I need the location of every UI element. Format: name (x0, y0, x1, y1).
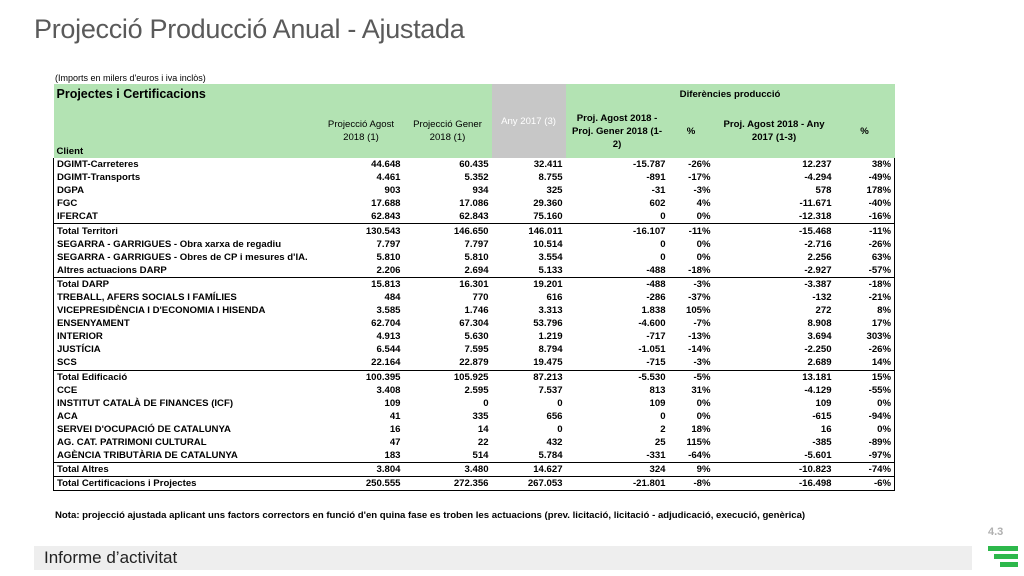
diff-2-cell: 16 (820, 423, 832, 435)
proj-agost-cell: 5.810 (376, 251, 401, 263)
any-2017-cell: 5.784 (538, 450, 563, 462)
any-2017-cell: 3.313 (538, 305, 563, 317)
production-table (53, 84, 895, 491)
diff-2-cell: -12.318 (798, 211, 832, 223)
pct-1-cell: -11% (669, 224, 714, 238)
pct-1-cell: 115% (686, 437, 711, 449)
diff-1-cell: 0 (660, 410, 666, 422)
pct-2-cell: -74% (835, 463, 895, 477)
client-cell: CCE (54, 384, 319, 397)
proj-gener-cell: 60.435 (459, 159, 489, 171)
pct-1-cell: -18% (688, 264, 711, 276)
client-cell: Total Territori (54, 224, 319, 238)
proj-gener-cell: 22 (477, 437, 489, 449)
diff-2-cell: 8.908 (807, 318, 832, 330)
pct-1-cell: 0% (696, 238, 711, 250)
proj-gener-cell: 146.650 (404, 224, 492, 238)
header-diff-2: Proj. Agost 2018 - Any 2017 (1-3) (714, 104, 835, 158)
diff-1-cell: -15.787 (632, 159, 666, 171)
header-diff-1: Proj. Agost 2018 - Proj. Gener 2018 (1-2) (566, 104, 669, 158)
pct-2-cell: -26% (835, 238, 895, 251)
diff-1-cell: -1.051 (638, 344, 666, 356)
client-cell: SERVEI D'OCUPACIÓ DE CATALUNYA (54, 423, 319, 436)
proj-agost-cell: 100.395 (319, 370, 404, 384)
pct-2-cell: 15% (835, 370, 895, 384)
diff-1-cell: 109 (649, 397, 666, 409)
table-row (54, 463, 895, 477)
page-title: Projecció Producció Anual - Ajustada (34, 14, 465, 44)
table-row (54, 370, 895, 384)
proj-gener-cell: 770 (472, 291, 489, 303)
client-cell: TREBALL, AFERS SOCIALS I FAMÍLIES (54, 291, 319, 304)
pct-1-cell: 0% (696, 251, 711, 263)
table-row (54, 423, 895, 436)
table-row (54, 397, 895, 410)
client-cell: DGIMT-Carreteres (54, 158, 319, 171)
pct-1-cell: 18% (691, 423, 711, 435)
any-2017-cell: 1.219 (538, 331, 563, 343)
client-cell: AGÈNCIA TRIBUTÀRIA DE CATALUNYA (54, 449, 319, 463)
diff-1-cell: -286 (646, 291, 666, 303)
diff-1-cell: 0 (660, 238, 666, 250)
pct-1-cell: 0% (696, 397, 711, 409)
proj-gener-cell: 335 (472, 410, 489, 422)
pct-2-cell: -94% (835, 410, 895, 423)
pct-1-cell: 105% (685, 305, 711, 317)
client-cell: SEGARRA - GARRIGUES - Obres de CP i mesures d'IA. (54, 251, 319, 264)
pct-1-cell: -26% (688, 159, 711, 171)
pct-2-cell: -11% (835, 224, 895, 238)
pct-1-cell: 31% (691, 384, 711, 396)
any-2017-cell: 432 (546, 437, 563, 449)
pct-1-cell: 0% (696, 211, 711, 223)
diff-2-cell: 2.256 (807, 251, 832, 263)
diff-2-cell: 2.689 (807, 357, 832, 369)
proj-agost-cell: 17.688 (371, 198, 401, 210)
diff-1-cell: -4.600 (638, 318, 666, 330)
any-2017-cell: 325 (546, 185, 563, 197)
any-2017-cell: 10.514 (533, 238, 563, 250)
pct-1-cell: -37% (688, 291, 711, 303)
any-2017-cell: 19.201 (492, 277, 566, 291)
diff-1-cell: -488 (566, 277, 669, 291)
any-2017-cell: 29.360 (533, 198, 563, 210)
pct-2-cell: -89% (835, 436, 895, 449)
pct-2-cell: -97% (835, 449, 895, 463)
diff-2-cell: 109 (815, 397, 832, 409)
proj-agost-cell: 6.544 (376, 344, 401, 356)
pct-1-cell: -3% (693, 185, 711, 197)
diff-1-cell: 602 (649, 198, 666, 210)
table-row (54, 210, 895, 224)
proj-agost-cell: 44.648 (371, 159, 401, 171)
pct-1-cell: -7% (693, 318, 711, 330)
pct-2-cell: 38% (835, 158, 895, 171)
any-2017-cell: 267.053 (492, 477, 566, 491)
proj-agost-cell: 2.206 (376, 264, 401, 276)
diff-1-cell: 324 (566, 463, 669, 477)
table-row (54, 304, 895, 317)
diff-2-cell: -16.498 (714, 477, 835, 491)
client-cell: DGIMT-Transports (54, 171, 319, 184)
any-2017-cell: 146.011 (492, 224, 566, 238)
diff-2-cell: -4.294 (804, 172, 832, 184)
footer-label: Informe d’activitat (44, 548, 178, 567)
table-row (54, 436, 895, 449)
pct-1-cell: -14% (688, 344, 711, 356)
pct-2-cell: -26% (835, 343, 895, 356)
any-2017-cell: 5.133 (538, 264, 563, 276)
client-cell: Total Certificacions i Projectes (54, 477, 319, 491)
proj-gener-cell: 5.810 (464, 251, 489, 263)
proj-agost-cell: 4.913 (376, 331, 401, 343)
table-row (54, 264, 895, 278)
proj-agost-cell: 109 (384, 397, 401, 409)
table-row (54, 171, 895, 184)
pct-2-cell: 17% (835, 317, 895, 330)
diff-1-cell: -717 (646, 331, 666, 343)
pct-2-cell: 178% (835, 184, 895, 197)
proj-agost-cell: 7.797 (376, 238, 401, 250)
pct-2-cell: 63% (835, 251, 895, 264)
table-row (54, 317, 895, 330)
pct-1-cell: -5% (669, 370, 714, 384)
table-row (54, 356, 895, 370)
diff-1-cell: -21.801 (566, 477, 669, 491)
proj-agost-cell: 4.461 (376, 172, 401, 184)
pct-2-cell: 0% (835, 423, 895, 436)
any-2017-cell: 3.554 (538, 251, 563, 263)
diff-1-cell: -31 (651, 185, 666, 197)
diff-1-cell: 813 (649, 384, 666, 396)
pct-1-cell: -8% (669, 477, 714, 491)
pct-1-cell: -3% (669, 277, 714, 291)
header-pct-2: % (835, 104, 895, 158)
proj-gener-cell: 272.356 (404, 477, 492, 491)
proj-gener-cell: 22.879 (459, 357, 489, 369)
proj-gener-cell: 514 (472, 450, 489, 462)
table-header-row-1 (54, 84, 895, 104)
diff-1-cell: -5.530 (566, 370, 669, 384)
client-cell: INTERIOR (54, 330, 319, 343)
pct-1-cell: 9% (669, 463, 714, 477)
proj-gener-cell: 2.694 (464, 264, 489, 276)
diff-1-cell: 1.838 (641, 305, 666, 317)
diff-2-cell: -11.671 (799, 198, 832, 210)
header-proj-agost: Projecció Agost 2018 (1) (319, 104, 404, 158)
client-cell: INSTITUT CATALÀ DE FINANCES (ICF) (54, 397, 319, 410)
table-row (54, 251, 895, 264)
diff-2-cell: -2.927 (804, 264, 832, 276)
pct-2-cell: -21% (835, 291, 895, 304)
pct-1-cell: -64% (688, 450, 711, 462)
any-2017-cell: 53.796 (533, 318, 563, 330)
diff-1-cell: -331 (646, 450, 666, 462)
proj-agost-cell: 484 (384, 291, 401, 303)
client-cell: DGPA (54, 184, 319, 197)
diff-2-cell: -10.823 (714, 463, 835, 477)
proj-gener-cell: 0 (483, 397, 489, 409)
proj-agost-cell: 62.704 (371, 318, 401, 330)
proj-gener-cell: 2.595 (464, 384, 489, 396)
client-cell: Total Edificació (54, 370, 319, 384)
units-note: (Imports en milers d'euros i iva inclòs) (55, 73, 206, 83)
pct-1-cell: -3% (693, 357, 711, 369)
diff-title: Diferències producció (566, 84, 895, 104)
table-row (54, 277, 895, 291)
proj-agost-cell: 22.164 (371, 357, 401, 369)
diff-1-cell: 2 (660, 423, 666, 435)
client-cell: FGC (54, 197, 319, 210)
footnote: Nota: projecció ajustada aplicant uns factors correctors en funció d'en quina fase es troben les actuacions (prev. licitació, licitació - adjudicació, execució, genèrica) (55, 510, 806, 521)
table-row (54, 224, 895, 238)
proj-agost-cell: 250.555 (319, 477, 404, 491)
client-cell: Total Altres (54, 463, 319, 477)
pct-2-cell: 8% (835, 304, 895, 317)
diff-2-cell: 12.237 (802, 159, 832, 171)
diff-2-cell: 272 (815, 305, 832, 317)
proj-gener-cell: 17.086 (459, 198, 489, 210)
diff-2-cell: -2.716 (804, 238, 832, 250)
proj-gener-cell: 67.304 (459, 318, 489, 330)
table-row (54, 184, 895, 197)
proj-gener-cell: 16.301 (404, 277, 492, 291)
client-cell: AG. CAT. PATRIMONI CULTURAL (54, 436, 319, 449)
pct-2-cell: -6% (835, 477, 895, 491)
client-cell: IFERCAT (54, 210, 319, 224)
header-proj-gener: Projecció Gener 2018 (1) (404, 104, 492, 158)
page-number: 4.3 (988, 526, 1004, 538)
pct-2-cell: -55% (835, 384, 895, 397)
pct-2-cell: 0% (835, 397, 895, 410)
header-client: Client (54, 104, 319, 158)
table-row (54, 477, 895, 491)
diff-1-cell: -488 (646, 264, 666, 276)
proj-agost-cell: 903 (384, 185, 401, 197)
diff-2-cell: -3.387 (714, 277, 835, 291)
diff-2-cell: -5.601 (804, 450, 832, 462)
diff-2-cell: -4.129 (804, 384, 832, 396)
proj-gener-cell: 14 (477, 423, 489, 435)
any-2017-cell: 75.160 (533, 211, 563, 223)
any-2017-cell: 14.627 (492, 463, 566, 477)
any-2017-cell: 0 (557, 397, 563, 409)
table-row (54, 158, 895, 171)
header-any-2017: Any 2017 (3) (492, 84, 566, 158)
proj-gener-cell: 62.843 (459, 211, 489, 223)
any-2017-cell: 8.794 (538, 344, 563, 356)
pct-2-cell: -18% (835, 277, 895, 291)
proj-agost-cell: 3.585 (376, 305, 401, 317)
proj-agost-cell: 62.843 (371, 211, 401, 223)
client-cell: VICEPRESIDÈNCIA I D'ECONOMIA I HISENDA (54, 304, 319, 317)
client-cell: Altres actuacions DARP (54, 264, 319, 278)
proj-agost-cell: 15.813 (319, 277, 404, 291)
diff-1-cell: 0 (660, 211, 666, 223)
any-2017-cell: 7.537 (538, 384, 563, 396)
diff-2-cell: -2.250 (804, 344, 832, 356)
pct-2-cell: -16% (835, 210, 895, 224)
proj-gener-cell: 5.630 (464, 331, 489, 343)
proj-agost-cell: 47 (389, 437, 401, 449)
proj-gener-cell: 1.746 (464, 305, 489, 317)
proj-agost-cell: 3.408 (376, 384, 401, 396)
pct-1-cell: -13% (688, 331, 711, 343)
pct-2-cell: -57% (835, 264, 895, 278)
table-row (54, 449, 895, 463)
table-row (54, 410, 895, 423)
pct-2-cell: 14% (835, 356, 895, 370)
header-pct-1: % (669, 104, 714, 158)
proj-agost-cell: 41 (389, 410, 401, 422)
diff-2-cell: -132 (812, 291, 832, 303)
pct-2-cell: -49% (835, 171, 895, 184)
client-cell: JUSTÍCIA (54, 343, 319, 356)
table-row (54, 330, 895, 343)
pct-1-cell: 0% (696, 410, 711, 422)
any-2017-cell: 19.475 (533, 357, 563, 369)
table-row (54, 238, 895, 251)
proj-agost-cell: 16 (389, 423, 401, 435)
table-row (54, 384, 895, 397)
client-cell: ACA (54, 410, 319, 423)
proj-agost-cell: 130.543 (319, 224, 404, 238)
diff-1-cell: 25 (654, 437, 666, 449)
any-2017-cell: 32.411 (533, 159, 563, 171)
proj-gener-cell: 7.595 (464, 344, 489, 356)
any-2017-cell: 656 (546, 410, 563, 422)
client-cell: ENSENYAMENT (54, 317, 319, 330)
any-2017-cell: 8.755 (538, 172, 563, 184)
client-cell: SEGARRA - GARRIGUES - Obra xarxa de regadiu (54, 238, 319, 251)
any-2017-cell: 0 (557, 423, 563, 435)
pct-1-cell: 4% (696, 198, 711, 210)
diff-2-cell: -385 (812, 437, 832, 449)
proj-gener-cell: 934 (472, 185, 489, 197)
diff-2-cell: 578 (815, 185, 832, 197)
table-body (54, 158, 895, 491)
brand-logo-icon (986, 540, 1018, 572)
table-row (54, 343, 895, 356)
pct-2-cell: 303% (835, 330, 895, 343)
any-2017-cell: 87.213 (492, 370, 566, 384)
client-cell: Total DARP (54, 277, 319, 291)
table-row (54, 197, 895, 210)
diff-1-cell: -891 (646, 172, 666, 184)
diff-2-cell: 13.181 (714, 370, 835, 384)
diff-2-cell: -615 (812, 410, 832, 422)
diff-1-cell: 0 (660, 251, 666, 263)
diff-2-cell: -15.468 (714, 224, 835, 238)
proj-agost-cell: 183 (384, 450, 401, 462)
proj-agost-cell: 3.804 (319, 463, 404, 477)
table-row (54, 291, 895, 304)
client-cell: SCS (54, 356, 319, 370)
proj-gener-cell: 5.352 (464, 172, 489, 184)
proj-gener-cell: 7.797 (464, 238, 489, 250)
diff-1-cell: -715 (646, 357, 666, 369)
section-title: Projectes i Certificacions (54, 84, 492, 104)
pct-1-cell: -17% (688, 172, 711, 184)
diff-2-cell: 3.694 (807, 331, 832, 343)
proj-gener-cell: 105.925 (404, 370, 492, 384)
pct-2-cell: -40% (835, 197, 895, 210)
diff-1-cell: -16.107 (566, 224, 669, 238)
table-header-row-2 (54, 104, 895, 158)
proj-gener-cell: 3.480 (404, 463, 492, 477)
any-2017-cell: 616 (546, 291, 563, 303)
